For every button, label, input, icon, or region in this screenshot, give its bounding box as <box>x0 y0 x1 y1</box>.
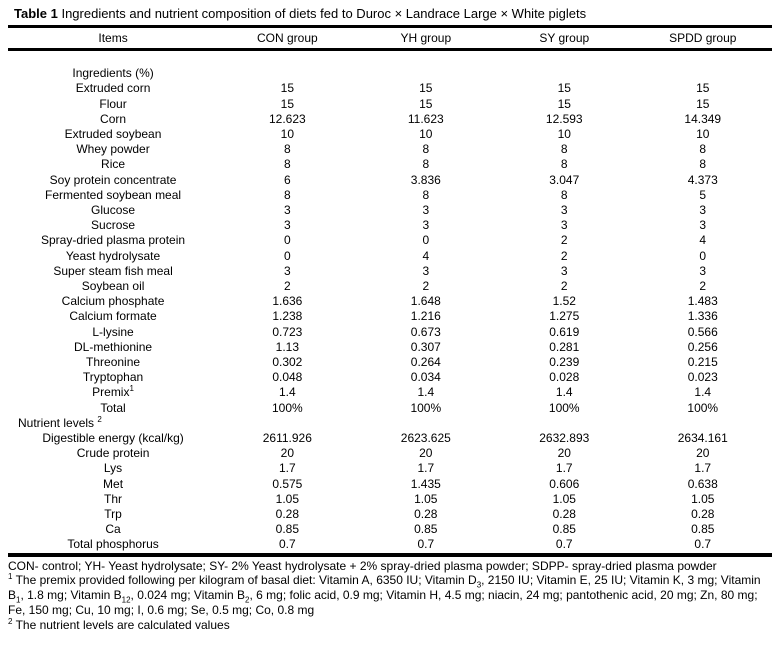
value-cell <box>634 50 773 67</box>
footnote-marker: 2 <box>8 616 13 626</box>
value-cell: 15 <box>419 96 433 111</box>
value-cell: 0.85 <box>414 522 438 537</box>
value-cell: 1.275 <box>549 309 580 324</box>
table-row <box>8 233 772 248</box>
item-label-cell <box>8 127 218 142</box>
value-cell: 4 <box>699 233 707 248</box>
value-cell: 100% <box>410 400 442 415</box>
footnote-marker: 1 <box>8 572 13 582</box>
value-cell: 100% <box>687 400 719 415</box>
item-label-cell <box>8 81 218 96</box>
column-header: Items <box>8 27 218 50</box>
value-cell: 1.7 <box>278 461 296 476</box>
column-header: SY group <box>495 27 633 50</box>
value-cell: 0.281 <box>549 339 580 354</box>
item-label: Soybean oil <box>81 279 145 294</box>
table-row <box>8 355 772 370</box>
value-cell <box>495 416 633 431</box>
footnote-marker: 2 <box>97 414 102 424</box>
item-label: Crude protein <box>76 446 150 461</box>
item-label: Flour <box>99 96 127 111</box>
value-cell: 0.575 <box>272 476 303 491</box>
item-label-cell <box>8 507 218 522</box>
value-cell: 1.4 <box>555 385 573 400</box>
table-row <box>8 218 772 233</box>
value-cell: 0.239 <box>549 355 580 370</box>
item-label-cell <box>8 492 218 507</box>
item-label-cell <box>8 142 218 157</box>
item-label-cell <box>8 309 218 324</box>
item-label: Extruded soybean <box>64 127 162 141</box>
table-row <box>8 66 772 81</box>
footnote-text: The nutrient levels are calculated values <box>12 617 230 632</box>
value-cell: 2 <box>699 279 707 294</box>
column-header: SPDD group <box>634 27 773 50</box>
footnotes <box>8 557 772 633</box>
item-label: Rice <box>101 157 126 172</box>
value-cell: 0 <box>699 248 707 263</box>
item-label: Thr <box>104 491 123 506</box>
item-label-cell <box>8 477 218 492</box>
table-row <box>8 309 772 324</box>
subscript-text: 1 <box>16 595 21 605</box>
footnote <box>8 618 772 633</box>
value-cell: 1.636 <box>272 294 303 309</box>
value-cell <box>218 50 356 67</box>
value-cell: 20 <box>419 446 433 461</box>
value-cell: 10 <box>419 127 433 141</box>
value-cell: 2632.893 <box>539 431 590 446</box>
value-cell: 20 <box>280 446 294 461</box>
item-label: Corn <box>100 111 127 126</box>
item-label: Digestible energy (kcal/kg) <box>42 431 184 446</box>
value-cell: 4 <box>422 248 430 263</box>
header-row <box>8 27 772 50</box>
subscript-text: 2 <box>245 595 250 605</box>
value-cell: 3 <box>283 263 291 278</box>
value-cell: 8 <box>283 157 291 172</box>
value-cell: 100% <box>548 400 580 415</box>
value-cell: 0.28 <box>691 507 715 522</box>
table-row <box>8 112 772 127</box>
value-cell: 1.7 <box>417 461 435 476</box>
value-cell: 0.034 <box>410 370 441 385</box>
value-cell: 2 <box>283 279 291 294</box>
value-cell: 3 <box>699 218 707 233</box>
value-cell <box>495 66 633 81</box>
value-cell: 0.85 <box>691 522 715 537</box>
table-row <box>8 507 772 522</box>
value-cell: 1.05 <box>275 491 299 506</box>
value-cell: 1.05 <box>552 491 576 506</box>
value-cell: 2 <box>560 248 568 263</box>
value-cell: 3 <box>699 203 707 218</box>
value-cell: 2623.625 <box>400 431 451 446</box>
value-cell: 15 <box>557 81 571 96</box>
value-cell <box>634 66 773 81</box>
item-label-cell <box>8 446 218 461</box>
value-cell: 0.673 <box>410 324 441 339</box>
value-cell: 3 <box>699 263 707 278</box>
value-cell: 0.638 <box>687 476 718 491</box>
table-row <box>8 431 772 446</box>
footnote-text: , 2150 IU; Vitamin E, 25 IU; Vitamin K, 3 mg; Vitamin B <box>8 573 761 603</box>
item-label-cell <box>8 249 218 264</box>
table-row <box>8 157 772 172</box>
value-cell: 8 <box>560 157 568 172</box>
value-cell <box>218 66 356 81</box>
table-row <box>8 294 772 309</box>
table-row <box>8 416 772 431</box>
value-cell <box>634 416 773 431</box>
value-cell: 1.483 <box>687 294 718 309</box>
item-label-cell <box>8 173 218 188</box>
value-cell: 8 <box>560 142 568 157</box>
item-label-cell <box>8 385 218 400</box>
value-cell: 0.215 <box>687 355 718 370</box>
value-cell: 0.7 <box>555 537 573 552</box>
column-header: YH group <box>357 27 495 50</box>
table-row <box>8 249 772 264</box>
footnote-text: The premix provided following per kilogram of basal diet: Vitamin A, 6350 IU; Vitamin D <box>12 573 477 588</box>
item-label: Calcium formate <box>69 309 157 324</box>
item-label-cell <box>8 537 218 554</box>
item-label: Nutrient levels <box>18 415 98 430</box>
value-cell: 15 <box>696 96 710 111</box>
table-row <box>8 370 772 385</box>
value-cell: 8 <box>699 142 707 157</box>
value-cell: 0.28 <box>414 507 438 522</box>
value-cell: 3 <box>422 203 430 218</box>
value-cell: 3 <box>560 263 568 278</box>
value-cell: 11.623 <box>407 111 444 126</box>
item-label-cell <box>8 97 218 112</box>
footnote-text: CON- control; YH- Yeast hydrolysate; SY- 2% Yeast hydrolysate + 2% spray-dried plasma powder; SDPP- spray-dried plasma powder <box>8 558 717 573</box>
value-cell: 3 <box>422 218 430 233</box>
item-label: Ingredients (%) <box>72 66 154 81</box>
table-title <box>8 5 772 23</box>
value-cell <box>357 416 495 431</box>
value-cell: 1.05 <box>414 491 438 506</box>
value-cell: 20 <box>696 446 710 461</box>
value-cell: 100% <box>271 400 303 415</box>
table-row <box>8 340 772 355</box>
item-label: Whey powder <box>76 142 150 157</box>
value-cell: 15 <box>280 81 294 96</box>
item-label: Premix <box>92 385 130 400</box>
table-title-label: Table 1 <box>14 6 58 21</box>
item-label: Spray-dried plasma protein <box>41 233 186 248</box>
item-label-cell <box>8 294 218 309</box>
table-row <box>8 537 772 554</box>
value-cell: 1.52 <box>552 294 576 309</box>
value-cell: 3 <box>283 203 291 218</box>
value-cell <box>357 66 495 81</box>
item-label: Lys <box>103 461 123 476</box>
item-label: Sucrose <box>91 218 136 233</box>
table-row <box>8 522 772 537</box>
value-cell: 15 <box>696 81 710 96</box>
value-cell: 20 <box>557 446 571 461</box>
table-row <box>8 461 772 476</box>
value-cell: 0.264 <box>410 355 441 370</box>
table-row <box>8 477 772 492</box>
footnote-marker: 1 <box>129 384 134 394</box>
item-label: Calcium phosphate <box>61 294 165 309</box>
value-cell: 0 <box>283 248 291 263</box>
table-row <box>8 142 772 157</box>
value-cell: 0.7 <box>694 537 712 552</box>
item-label-cell <box>8 233 218 248</box>
item-label: Total phosphorus <box>67 537 159 552</box>
value-cell <box>218 416 356 431</box>
value-cell: 8 <box>422 142 430 157</box>
item-label-cell <box>8 218 218 233</box>
value-cell: 14.349 <box>684 111 722 126</box>
value-cell <box>495 50 633 67</box>
item-label: DL-methionine <box>74 339 153 354</box>
value-cell: 1.05 <box>691 491 715 506</box>
table-header <box>8 27 772 50</box>
value-cell: 2 <box>560 233 568 248</box>
table-row <box>8 492 772 507</box>
table-row <box>8 188 772 203</box>
item-label-cell <box>8 340 218 355</box>
value-cell: 0.7 <box>417 537 435 552</box>
value-cell: 2611.926 <box>262 431 312 446</box>
subscript-text: 3 <box>476 580 482 590</box>
item-label-cell <box>8 401 218 416</box>
table-row <box>8 50 772 67</box>
value-cell: 0.256 <box>687 339 718 354</box>
value-cell <box>357 50 495 67</box>
item-label-cell <box>8 355 218 370</box>
table-body <box>8 50 772 555</box>
footnote-text: , 6 mg; folic acid, 0.9 mg; Vitamin H, 4.5 mg; niacin, 24 mg; pantothenic acid, 20 mg; Zn, 80 mg; Fe, 150 mg; Cu, 10 mg; I, 0.6 mg; Se, 0.5 mg; Co, 0.8 mg <box>8 588 758 618</box>
value-cell: 1.336 <box>687 309 718 324</box>
value-cell: 3.047 <box>549 172 580 187</box>
value-cell: 15 <box>557 96 571 111</box>
value-cell: 2 <box>560 279 568 294</box>
table-row <box>8 279 772 294</box>
value-cell: 0.85 <box>275 522 299 537</box>
item-label-cell <box>8 522 218 537</box>
value-cell: 1.435 <box>410 476 441 491</box>
item-label: Threonine <box>86 355 141 370</box>
table-row <box>8 127 772 142</box>
value-cell: 6 <box>283 172 291 187</box>
value-cell: 0.307 <box>410 339 441 354</box>
value-cell: 10 <box>280 127 294 141</box>
value-cell: 3 <box>560 218 568 233</box>
value-cell: 0.566 <box>687 324 718 339</box>
value-cell: 12.593 <box>545 111 583 126</box>
value-cell: 1.4 <box>417 385 435 400</box>
table-row <box>8 173 772 188</box>
item-label-cell <box>8 188 218 203</box>
value-cell: 8 <box>699 157 707 172</box>
value-cell: 0 <box>283 233 291 248</box>
item-label-cell <box>8 461 218 476</box>
item-label-cell <box>8 66 218 81</box>
footnote <box>8 573 772 617</box>
item-label: Super steam fish meal <box>53 263 173 278</box>
item-label: Total <box>100 400 126 415</box>
value-cell: 2 <box>422 279 430 294</box>
value-cell: 0.723 <box>272 324 303 339</box>
value-cell: 0.28 <box>552 507 576 522</box>
value-cell: 1.7 <box>555 461 573 476</box>
item-label-cell <box>8 50 218 67</box>
item-label-cell <box>8 416 218 431</box>
value-cell: 8 <box>422 187 430 202</box>
table-row <box>8 81 772 96</box>
subscript-text: 12 <box>121 595 131 605</box>
table-row <box>8 97 772 112</box>
table-row <box>8 264 772 279</box>
value-cell: 5 <box>699 187 707 202</box>
item-label-cell <box>8 203 218 218</box>
value-cell: 3.836 <box>410 172 441 187</box>
value-cell: 10 <box>696 127 710 141</box>
item-label-cell <box>8 157 218 172</box>
item-label: Yeast hydrolysate <box>65 248 161 263</box>
value-cell: 3 <box>560 203 568 218</box>
value-cell: 0.85 <box>552 522 576 537</box>
footnote-text: , 0.024 mg; Vitamin B <box>130 588 246 603</box>
diet-composition-table <box>8 25 772 557</box>
item-label: Tryptophan <box>82 370 144 385</box>
item-label-cell <box>8 264 218 279</box>
footnote-text: , 1.8 mg; Vitamin B <box>20 588 122 603</box>
item-label: Soy protein concentrate <box>49 172 177 187</box>
value-cell: 0.023 <box>687 370 718 385</box>
value-cell: 1.238 <box>272 309 303 324</box>
item-label: L-lysine <box>92 324 134 339</box>
value-cell: 1.4 <box>278 385 296 400</box>
value-cell: 15 <box>280 96 294 111</box>
value-cell: 4.373 <box>687 172 718 187</box>
item-label-cell <box>8 279 218 294</box>
value-cell: 0.7 <box>278 537 296 552</box>
value-cell: 3 <box>422 263 430 278</box>
value-cell: 0.619 <box>549 324 580 339</box>
table-title-text: Ingredients and nutrient composition of diets fed to Duroc × Landrace Large × White piglets <box>57 6 587 21</box>
item-label: Trp <box>104 507 122 522</box>
table-row <box>8 401 772 416</box>
value-cell: 0.302 <box>272 355 303 370</box>
value-cell: 1.4 <box>694 385 712 400</box>
value-cell: 3 <box>283 218 291 233</box>
value-cell: 10 <box>557 127 571 141</box>
value-cell: 8 <box>283 187 291 202</box>
value-cell: 0.28 <box>275 507 299 522</box>
value-cell: 0.028 <box>549 370 580 385</box>
footnote <box>8 559 772 574</box>
item-label: Ca <box>105 522 121 537</box>
item-label-cell <box>8 431 218 446</box>
table-row <box>8 446 772 461</box>
value-cell: 8 <box>422 157 430 172</box>
value-cell: 12.623 <box>268 111 306 126</box>
value-cell: 8 <box>283 142 291 157</box>
column-header: CON group <box>218 27 356 50</box>
item-label: Fermented soybean meal <box>45 187 182 202</box>
value-cell: 1.13 <box>275 339 299 354</box>
value-cell: 8 <box>560 187 568 202</box>
value-cell: 1.216 <box>410 309 441 324</box>
item-label-cell <box>8 370 218 385</box>
table-row <box>8 385 772 400</box>
table-row <box>8 203 772 218</box>
value-cell: 0 <box>422 233 430 248</box>
table-row <box>8 325 772 340</box>
value-cell: 1.648 <box>410 294 441 309</box>
item-label: Met <box>103 476 124 491</box>
value-cell: 15 <box>419 81 433 96</box>
item-label-cell <box>8 325 218 340</box>
value-cell: 1.7 <box>694 461 712 476</box>
item-label: Glucose <box>91 203 136 218</box>
value-cell: 0.606 <box>549 476 580 491</box>
value-cell: 0.048 <box>272 370 303 385</box>
item-label-cell <box>8 112 218 127</box>
item-label: Extruded corn <box>75 81 151 96</box>
value-cell: 2634.161 <box>677 431 728 446</box>
